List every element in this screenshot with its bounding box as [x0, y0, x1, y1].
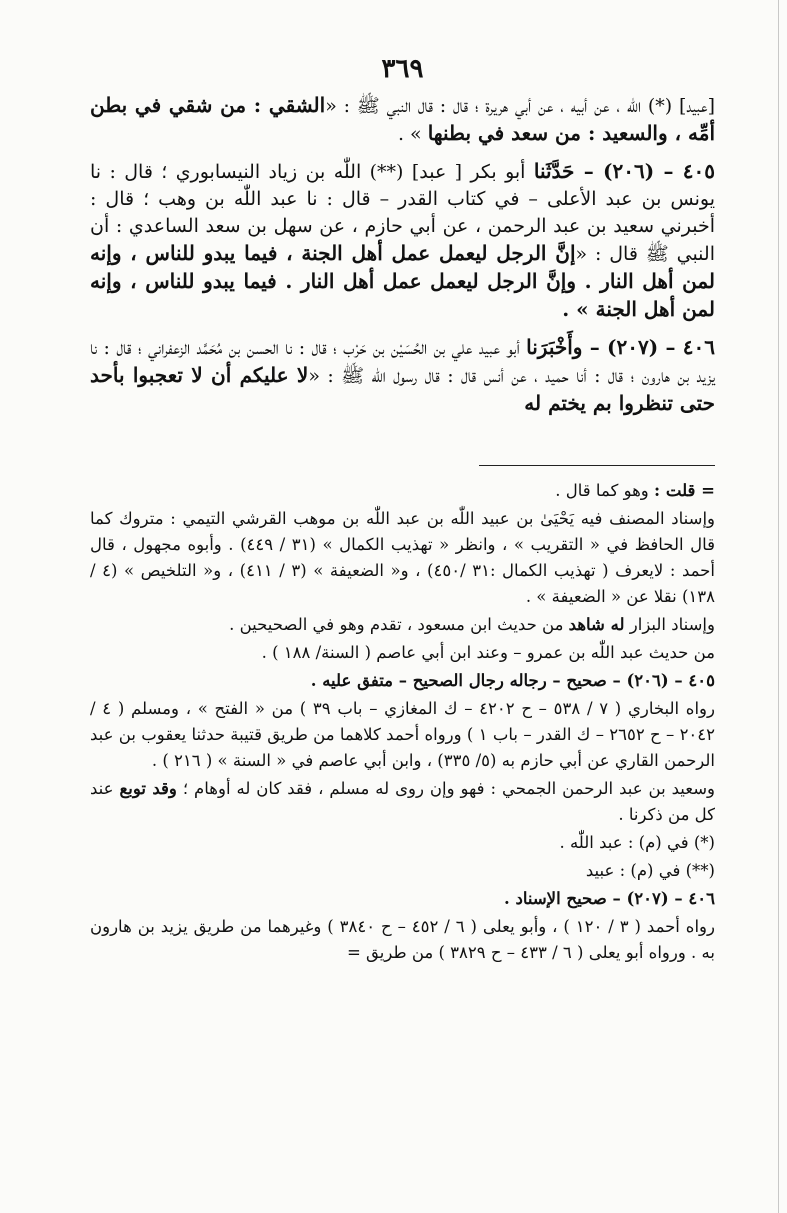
- narration-chain: أبو بكر [ عبد] (**) اللّٰه بن زياد النيسابوري ؛ قال : نا يونس بن عبد الأعلى – في كتاب القدر – قال : نا عبد اللّٰه بن وهب ؛ قال : أخبرني سعيد بن عبد الرحمن ، عن أبي حازم ، عن سهل بن سعد الساعدي : أن النبي ﷺ قال : «: [90, 161, 715, 265]
- hadith-paragraph-406: [90, 334, 715, 418]
- hadith-number-heading: ٤٠٥ – (٢٠٦) – حَدَّثَنا: [533, 159, 715, 183]
- hadith-number-heading: ٤٠٦ – (٢٠٧) – وأَخْبَرَنا: [526, 335, 715, 359]
- footnote-marker-1: (*) في (م) : عبد اللّٰه .: [559, 833, 715, 852]
- hadith-text: إنَّ الرجل ليعمل عمل أهل الجنة ، فيما يبدو للناس ، وإنه لمن أهل النار . وإنَّ الرجل ليعمل عمل أهل النار . فيما يبدو للناس ، وإنه لمن أهل الجنة: [90, 241, 715, 321]
- hadith-text: لا عليكم أن لا تعجبوا بأحد حتى تنظروا بم يختم له: [90, 363, 715, 415]
- hadith-text: الشقي : من شقي في بطن أمِّه ، والسعيد : من سعد في بطنها: [90, 93, 715, 145]
- note-paragraph: رواه أحمد ( ٣ / ١٢٠ ) ، وأبو يعلى ( ٦ / ٤٥٢ – ح ٣٨٤٠ ) وغيرهما من طريق يزيد بن هارون به . ورواه أبو يعلى ( ٦ / ٤٣٣ – ح ٣٨٢٩ ) من طريق =: [90, 917, 715, 962]
- footnote-divider: [479, 465, 715, 466]
- note-paragraph: رواه البخاري ( ٧ / ٥٣٨ – ح ٤٢٠٢ – ك المغازي – باب ٣٩ ) من « الفتح » ، ومسلم ( ٤ / ٢٠٤٢ – ح ٢٦٥٢ – ك القدر – باب ١ ) ورواه أحمد كلاهما من طريق قتيبة حدثنا يعقوب بن عبد الرحمن القاري عن أبي حازم به (٥/ ٣٣٥) ، وابن أبي عاصم في « السنة » ( ٢١٦ ) .: [90, 699, 716, 770]
- note-paragraph: من حديث عبد اللّٰه بن عمرو – وعند ابن أبي عاصم ( السنة/ ١٨٨ ) .: [261, 643, 715, 662]
- note-line: = قلت : وهو كما قال .: [555, 481, 715, 500]
- note-paragraph: وإسناد البزار له شاهد من حديث ابن مسعود ، تقدم وهو في الصحيحين .: [229, 615, 715, 634]
- note-paragraph: وسعيد بن عبد الرحمن الجمحي : فهو وإن روى له مسلم ، فقد كان له أوهام ؛ وقد توبع عند كل من ذكرنا .: [90, 779, 715, 824]
- footnotes: [90, 478, 715, 968]
- page-number: ٣٦٩: [381, 54, 424, 84]
- note-paragraph: وإسناد المصنف فيه يَحْيَىٰ بن عبيد اللّٰه بن عبد اللّٰه بن موهب القرشي التيمي : متروك كما قال الحافظ في « التقريب » ، وانظر « تهذيب الكمال » (٣١ / ٤٤٩) . وأبوه مجهول ، قال أحمد : لايعرف ( تهذيب الكمال :٣١ /٤٥٠) ، و« الضعيفة » (٣ / ٤١١) ، و« التلخيص » (٤ / ١٣٨) نقلا عن « الضعيفة » .: [90, 509, 715, 606]
- hadith-paragraph-1: [عبيد] (*) اللّٰه ، عن أبيه ، عن أبي هريرة ؛ قال : قال النبي ﷺ : «الشقي : من شقي في بطن أمِّه ، والسعيد : من سعد في بطنها » .: [90, 93, 715, 145]
- hadith-paragraph-405: ٤٠٥ – (٢٠٦) – حَدَّثَنا أبو بكر [ عبد] (**) اللّٰه بن زياد النيسابوري ؛ قال : نا يونس بن عبد الأعلى – في كتاب القدر – قال : نا عبد اللّٰه بن وهب ؛ قال : أخبرني سعيد بن عبد الرحمن ، عن أبي حازم ، عن سهل بن سعد الساعدي : أن النبي ﷺ قال : «إنَّ الرجل ليعمل عمل أهل الجنة ، فيما يبدو للناس ، وإنه لمن أهل النار . وإنَّ الرجل ليعمل عمل أهل النار . فيما يبدو للناس ، وإنه لمن أهل الجنة » .: [90, 159, 715, 321]
- footnote-marker-2: (**) في (م) : عبيد: [585, 861, 715, 880]
- narration-chain: [عبيد] (*) اللّٰه ، عن أبيه ، عن أبي هريرة ؛ قال : قال النبي ﷺ : «: [325, 95, 715, 117]
- document-page: [90, 0, 715, 1213]
- note-heading-406: ٤٠٦ – (٢٠٧) – صحيح الإسناد .: [504, 889, 715, 908]
- note-heading-405: ٤٠٥ – (٢٠٦) – صحيح – رجاله رجال الصحيح – متفق عليه .: [310, 671, 715, 690]
- narration-chain: أبو عبيد علي بن الحُسَيْن بن حَرْب ؛ قال : نا الحسن بن مُحَمَّد الزعفراني ؛ قال : نا يزيد بن هارون ؛ قال : أنا حميد ، عن أنس قال : قال رسول اللّٰه ﷺ : «: [90, 337, 716, 387]
- main-text: [90, 92, 715, 428]
- page-edge-line: [778, 0, 779, 1213]
